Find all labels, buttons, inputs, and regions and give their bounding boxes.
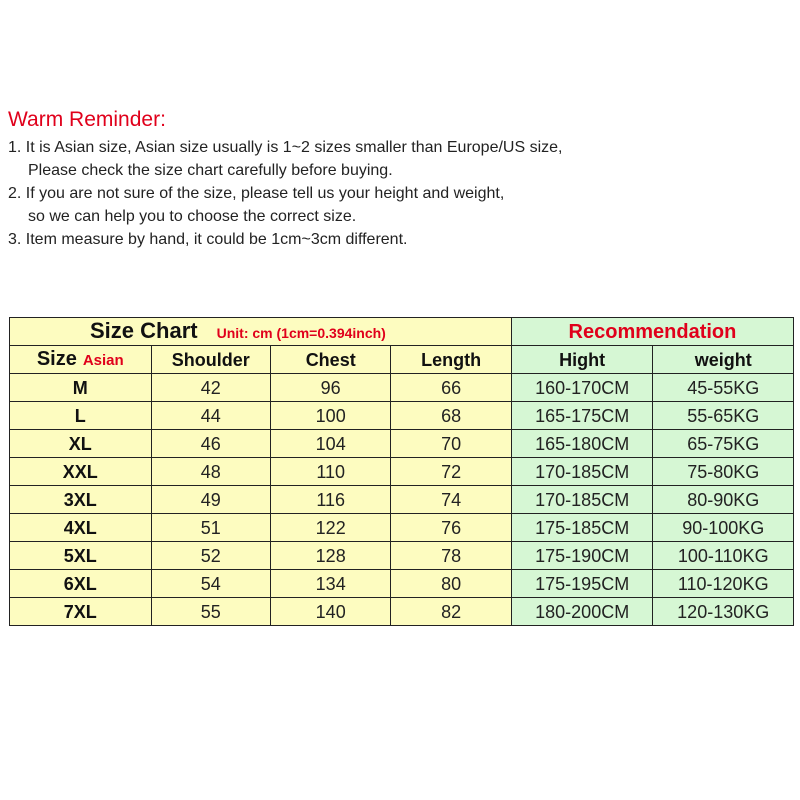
shoulder-column-header: Shoulder [151,346,270,374]
weight-cell: 100-110KG [653,542,794,570]
size-cell: L [10,402,152,430]
size-cell: 3XL [10,486,152,514]
weight-cell: 90-100KG [653,514,794,542]
size-cell: 4XL [10,514,152,542]
size-chart-header [10,318,512,346]
asian-label: Asian [82,351,124,369]
chest-cell: 122 [270,514,390,542]
recommendation-title: Recommendation [568,320,737,343]
weight-cell: 75-80KG [653,458,794,486]
weight-cell: 55-65KG [653,402,794,430]
size-rows [10,374,794,626]
weight-column-header: weight [653,346,794,374]
length-cell: 72 [391,458,511,486]
shoulder-cell: 54 [151,570,270,598]
weight-cell: 45-55KG [653,374,794,402]
size-cell: XXL [10,458,152,486]
length-column-header: Length [391,346,511,374]
table-row [10,486,794,514]
length-cell: 82 [391,598,511,626]
hight-cell: 170-185CM [511,486,653,514]
shoulder-cell: 55 [151,598,270,626]
reminder-line: 3. Item measure by hand, it could be 1cm~3cm different. [8,231,408,248]
hight-cell: 175-195CM [511,570,653,598]
unit-note: Unit: cm (1cm=0.394inch) [216,324,386,341]
length-cell: 66 [391,374,511,402]
hight-cell: 175-185CM [511,514,653,542]
weight-cell: 80-90KG [653,486,794,514]
chest-cell: 104 [270,430,390,458]
table-row [10,570,794,598]
hight-cell: 170-185CM [511,458,653,486]
reminder-line: so we can help you to choose the correct size. [28,208,357,225]
hight-cell: 180-200CM [511,598,653,626]
weight-cell: 110-120KG [653,570,794,598]
warm-reminder [8,108,788,251]
table-row [10,402,794,430]
size-chart-table [9,317,794,626]
shoulder-cell: 51 [151,514,270,542]
length-cell: 76 [391,514,511,542]
chest-cell: 140 [270,598,390,626]
chest-cell: 116 [270,486,390,514]
length-cell: 78 [391,542,511,570]
hight-cell: 160-170CM [511,374,653,402]
length-cell: 74 [391,486,511,514]
table-row [10,514,794,542]
size-cell: 6XL [10,570,152,598]
length-cell: 68 [391,402,511,430]
hight-cell: 175-190CM [511,542,653,570]
reminder-line: Please check the size chart carefully before buying. [28,162,393,179]
size-cell: 5XL [10,542,152,570]
chest-cell: 100 [270,402,390,430]
table-row [10,542,794,570]
chest-cell: 96 [270,374,390,402]
hight-cell: 165-175CM [511,402,653,430]
hight-column-header: Hight [511,346,653,374]
reminder-title: Warm Reminder: [8,108,166,131]
table-row [10,598,794,626]
shoulder-cell: 46 [151,430,270,458]
length-cell: 80 [391,570,511,598]
recommendation-header [511,318,793,346]
size-cell: XL [10,430,152,458]
size-cell: M [10,374,152,402]
size-cell: 7XL [10,598,152,626]
chest-cell: 128 [270,542,390,570]
shoulder-cell: 49 [151,486,270,514]
shoulder-cell: 44 [151,402,270,430]
weight-cell: 120-130KG [653,598,794,626]
weight-cell: 65-75KG [653,430,794,458]
table-row [10,430,794,458]
size-column-header [10,346,152,374]
table-row [10,458,794,486]
size-chart-title: Size Chart [90,317,198,343]
chest-cell: 110 [270,458,390,486]
chest-column-header: Chest [270,346,390,374]
reminder-line: 1. It is Asian size, Asian size usually is 1~2 sizes smaller than Europe/US size, [8,139,563,156]
size-header-label: Size [36,347,77,370]
chest-cell: 134 [270,570,390,598]
shoulder-cell: 48 [151,458,270,486]
reminder-line: 2. If you are not sure of the size, please tell us your height and weight, [8,185,505,202]
shoulder-cell: 42 [151,374,270,402]
length-cell: 70 [391,430,511,458]
hight-cell: 165-180CM [511,430,653,458]
shoulder-cell: 52 [151,542,270,570]
table-row [10,374,794,402]
